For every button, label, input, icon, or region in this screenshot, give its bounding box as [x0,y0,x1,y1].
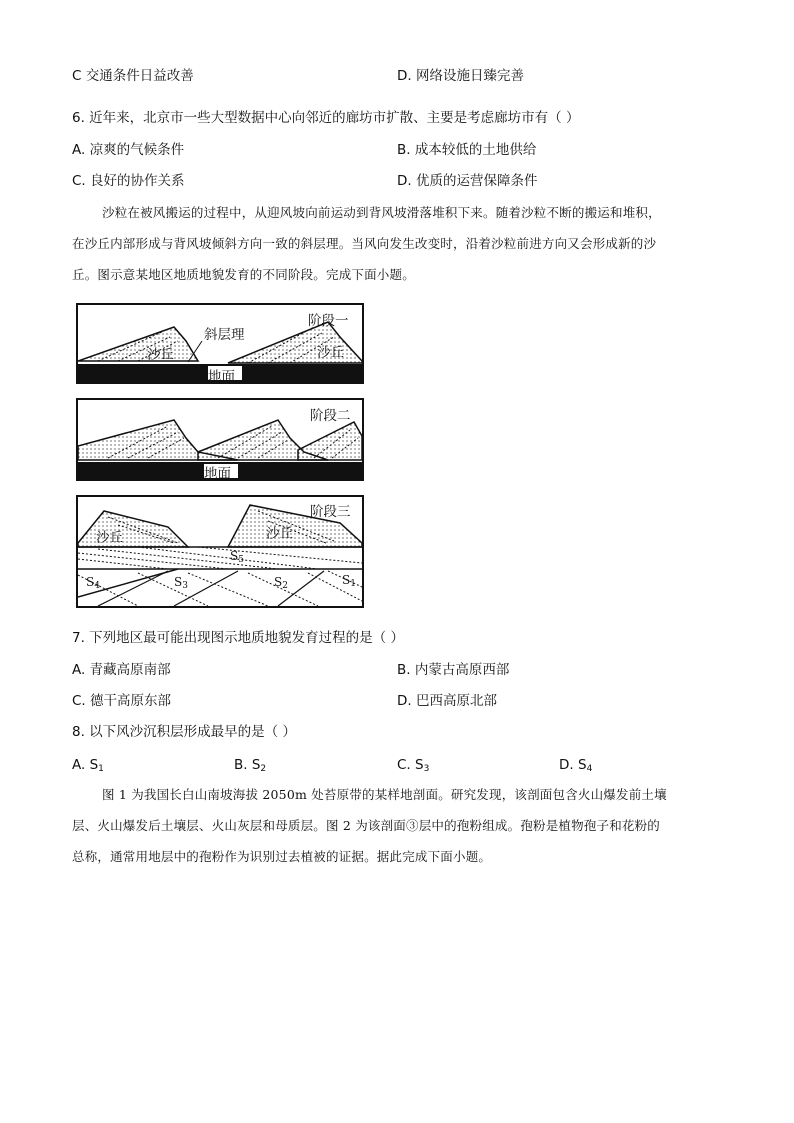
stage1-dune-left-label: 沙丘 [147,347,174,363]
q5-option-d: D. 网络设施日臻完善 [397,68,524,84]
q6-option-d: D. 优质的运营保障条件 [397,173,538,189]
figure-stage1 [76,303,364,384]
passage2-line3: 总称，通常用地层中的孢粉作为识别过去植被的证据。据此完成下面小题。 [72,849,492,864]
stage1-title: 阶段一 [308,313,349,329]
stage3-s1-label: $S_1$ [342,573,356,589]
stage3-s3-label: $S_3$ [174,575,188,591]
q6-option-b: B. 成本较低的土地供给 [397,142,537,158]
dune-right [298,422,362,460]
q6-option-a: A. 凉爽的气候条件 [72,142,185,158]
q7-option-a: A. 青藏高原南部 [72,662,171,678]
passage2-line2: 层、火山爆发后土壤层、火山灰层和母质层。图 2 为该剖面③层中的孢粉组成。孢粉是植物孢子和花粉的 [72,818,661,833]
stage3-dune-left-label: 沙丘 [96,530,123,546]
figure-stage3 [76,495,364,608]
q6-stem: 6. 近年来，北京市一些大型数据中心向邻近的廊坊市扩散、主要是考虑廊坊市有（ ） [72,110,580,126]
passage1-line3: 丘。图示意某地区地质地貌发育的不同阶段。完成下面小题。 [72,267,415,282]
q7-option-c: C. 德干高原东部 [72,693,172,709]
passage1-line1: 沙粒在被风搬运的过程中，从迎风坡向前运动到背风坡滑落堆积下来。随着沙粒不断的搬运和堆积， [102,205,661,220]
stage3-title: 阶段三 [310,504,351,520]
stage3-s4-label: $S_4$ [86,575,100,591]
q7-stem: 7. 下列地区最可能出现图示地质地貌发育过程的是（ ） [72,630,404,646]
stage1-crossbed-label: 斜层理 [204,327,245,343]
stage3-s2-label: $S_2$ [274,575,288,591]
q6-option-c: C. 良好的协作关系 [72,173,185,189]
stage3-s5-label: $S_5$ [230,549,244,565]
stage1-ground-label: 地面 [208,369,235,384]
dune-left [78,327,198,361]
q8-option-b: B. $S_2$ [234,757,267,774]
passage1-line2: 在沙丘内部形成与背风坡倾斜方向一致的斜层理。当风向发生改变时，沿着沙粒前进方向又会形成新的沙 [72,236,657,251]
q8-option-d: D. $S_4$ [559,757,593,774]
q8-option-c: C. $S_3$ [397,757,430,774]
dune-left [78,511,188,547]
q5-option-c: C 交通条件日益改善 [72,68,194,84]
stage1-dune-right-label: 沙丘 [317,345,344,361]
q8-stem: 8. 以下风沙沉积层形成最早的是（ ） [72,724,296,740]
figure-stage2 [76,398,364,481]
q8-option-a: A. $S_1$ [72,757,104,774]
stage3-dune-right-label: 沙丘 [266,526,293,542]
q7-option-b: B. 内蒙古高原西部 [397,662,510,678]
q7-option-d: D. 巴西高原北部 [397,693,497,709]
stage2-ground-label: 地面 [204,466,231,481]
passage2-line1: 图 1 为我国长白山南坡海拔 2050m 处苔原带的某样地剖面。研究发现，该剖面包含火山爆发前土壤 [102,787,667,802]
stage2-title: 阶段二 [310,408,351,424]
